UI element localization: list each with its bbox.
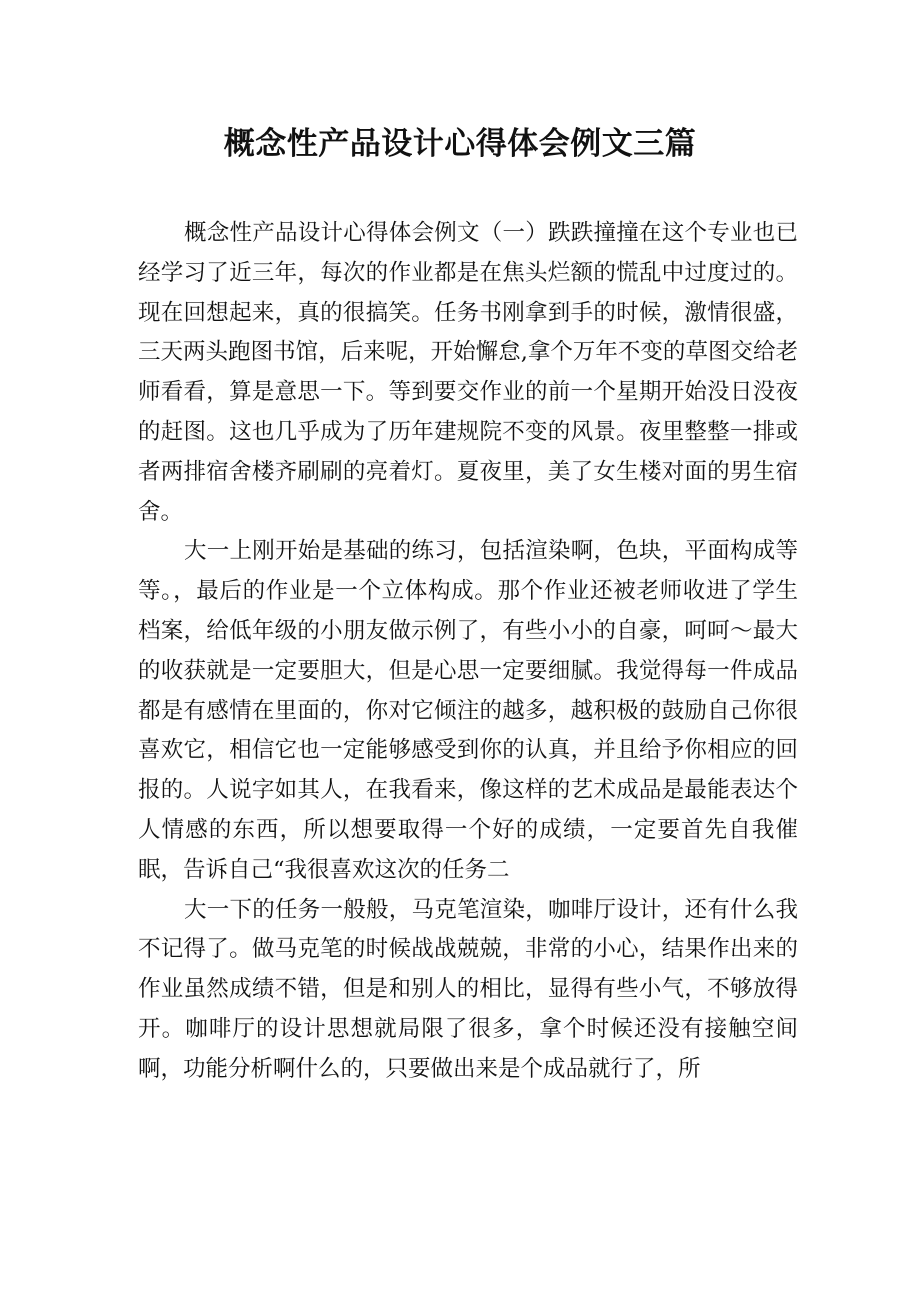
paragraph-1: 概念性产品设计心得体会例文（一）跌跌撞撞在这个专业也已经学习了近三年，每次的作业都是在焦头烂额的慌乱中过度过的。现在回想起来，真的很搞笑。任务书刚拿到手的时候，激情很盛，三天两头跑图书馆，后来呢，开始懈怠,拿个万年不变的草图交给老师看看，算是意思一下。等到要交作业的前一个星期开始没日没夜的赶图。这也几乎成为了历年建规院不变的风景。夜里整整一排或者两排宿舍楼齐刷刷的亮着灯。夏夜里，美了女生楼对面的男生宿舍。: [138, 220, 798, 525]
paragraph-3: 大一下的任务一般般，马克笔渲染，咖啡厅设计，还有什么我不记得了。做马克笔的时候战战兢兢，非常的小心，结果作出来的作业虽然成绩不错，但是和别人的相比，显得有些小气，不够放得开。咖啡厅的设计思想就局限了很多，拿个时候还没有接触空间啊，功能分析啊什么的，只要做出来是个成品就行了，所: [138, 896, 798, 1082]
document-title: 概念性产品设计心得体会例文三篇: [223, 126, 697, 162]
paragraph-2: 大一上刚开始是基础的练习，包括渲染啊，色块，平面构成等等。，最后的作业是一个立体构成。那个作业还被老师收进了学生档案，给低年级的小朋友做示例了，有些小小的自豪，呵呵～最大的收获就是一定要胆大，但是心思一定要细腻。我觉得每一件成品都是有感情在里面的，你对它倾注的越多，越积极的鼓励自己你很喜欢它，相信它也一定能够感受到你的认真，并且给予你相应的回报的。人说字如其人，在我看来，像这样的艺术成品是最能表达个人情感的东西，所以想要取得一个好的成绩，一定要首先自我催眠，告诉自己“我很喜欢这次的任务二: [138, 538, 798, 883]
document-body: [138, 214, 798, 1090]
